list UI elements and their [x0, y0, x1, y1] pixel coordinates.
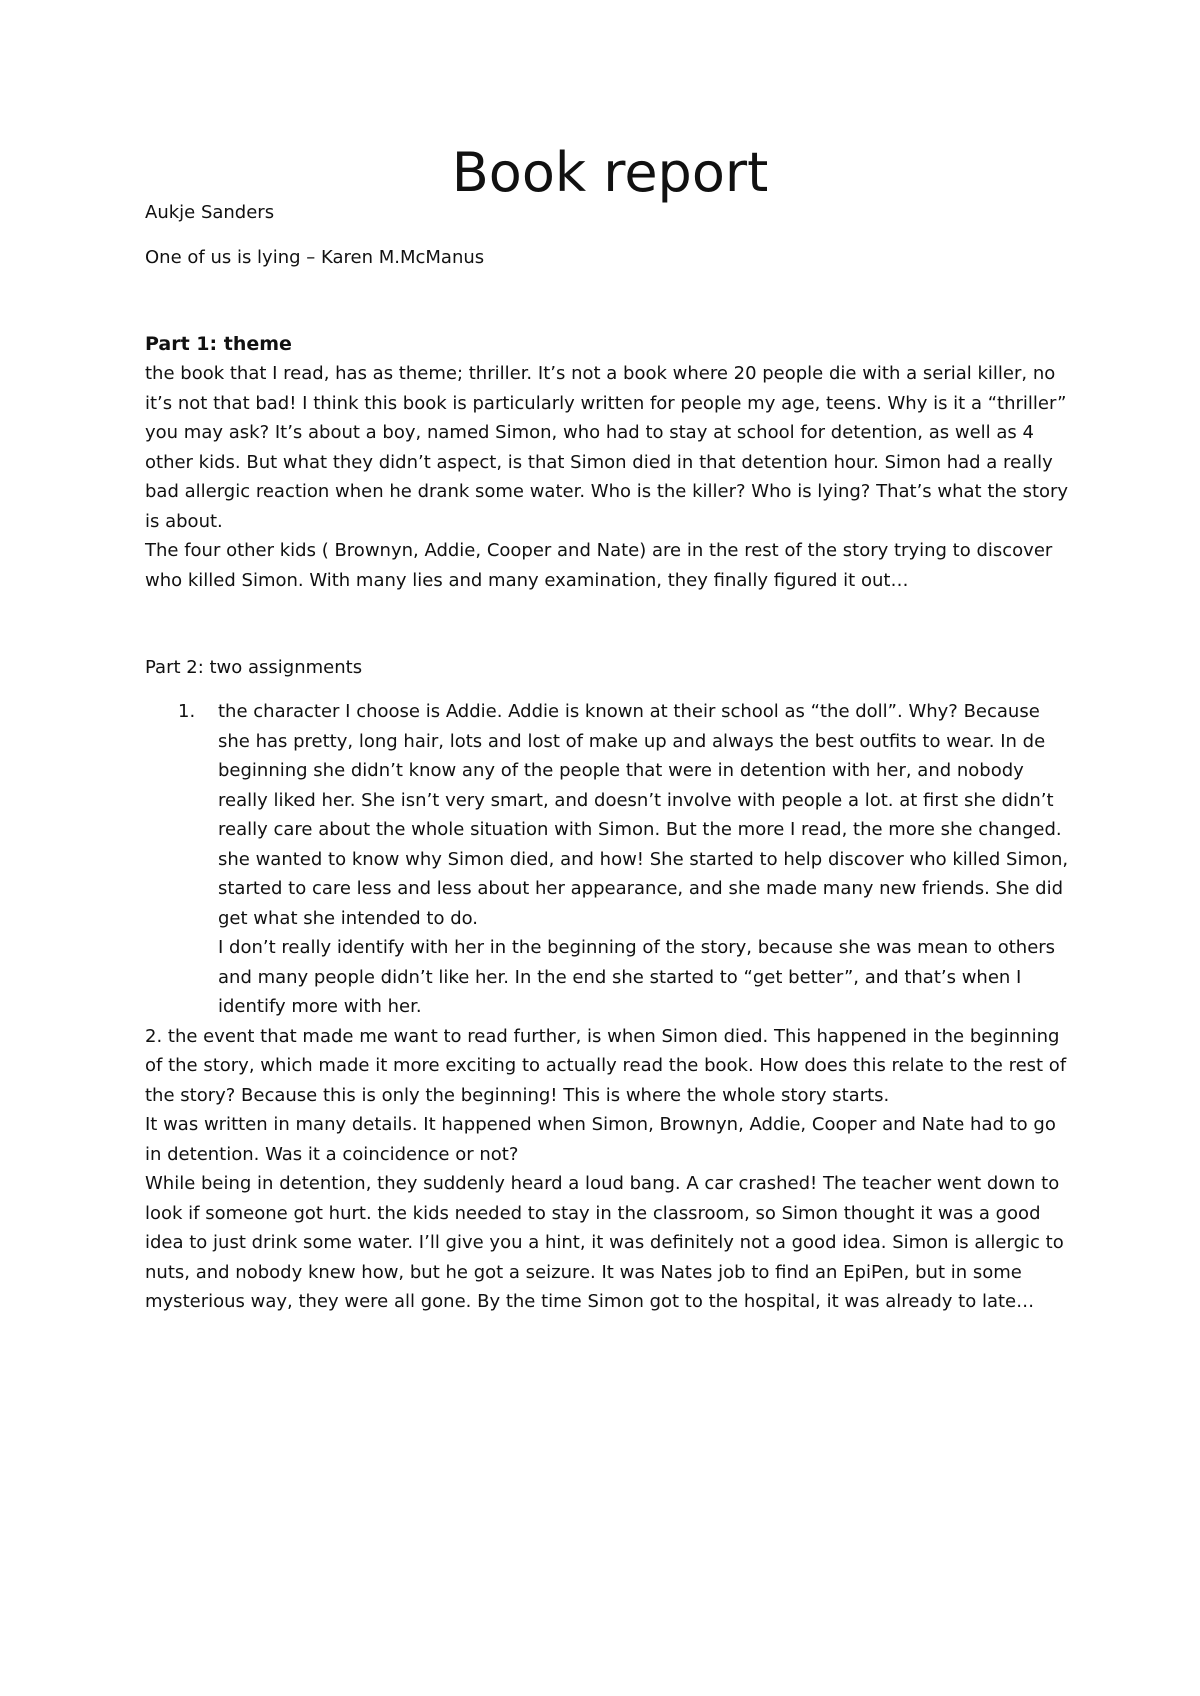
list-item — [145, 697, 1075, 1022]
book-title-author: One of us is lying – Karen M.McManus — [145, 247, 485, 268]
part1-heading: Part 1: theme — [145, 333, 292, 355]
document-title: Book report — [451, 141, 769, 204]
part1-paragraph: The four other kids ( Brownyn, Addie, Cooper and Nate) are in the rest of the story trying to discover who killed Simon. With many lies and many examination, they finally figured it out… — [145, 540, 1053, 591]
list-item-text — [218, 697, 1075, 1022]
part2-paragraph: 2. the event that made me want to read further, is when Simon died. This happened in the beginning of the story, which made it more exciting to actually read the book. How does this relate to the rest of the story? Because this is only the beginning! This is where the whole story starts. — [145, 1025, 1067, 1106]
part2-paragraph: It was written in many details. It happened when Simon, Brownyn, Addie, Cooper and Nate had to go in detention. Was it a coincidence or not? — [145, 1114, 1056, 1165]
part2-heading: Part 2: two assignments — [145, 657, 363, 678]
document-content — [145, 140, 1075, 1317]
part1-paragraph: the book that I read, has as theme; thriller. It’s not a book where 20 people die with a serial killer, no it’s not that bad! I think this book is particularly written for people my age, teens. Why is it a “thriller” you may ask? It’s about a boy, named Simon, who had to stay at school for detention, as well as 4 other kids. But what they didn’t aspect, is that Simon died in that detention hour. Simon had a really bad allergic reaction when he drank some water. Who is the killer? Who is lying? That’s what the story is about. — [145, 363, 1069, 532]
list-item-number: 1. — [178, 701, 196, 722]
list-item-paragraph: I don’t really identify with her in the beginning of the story, because she was mean to others and many people didn’t like her. In the end she started to “get better”, and that’s when I identify more with her. — [218, 937, 1056, 1017]
author-name: Aukje Sanders — [145, 202, 275, 223]
assignment-list — [145, 697, 1075, 1022]
part2-paragraph: While being in detention, they suddenly heard a loud bang. A car crashed! The teacher went down to look if someone got hurt. the kids needed to stay in the classroom, so Simon thought it was a good idea to just drink some water. I’ll give you a hint, it was definitely not a good idea. Simon is allergic to nuts, and nobody knew how, but he got a seizure. It was Nates job to find an EpiPen, but in some mysterious way, they were all gone. By the time Simon got to the hospital, it was already to late… — [145, 1173, 1064, 1312]
list-item-paragraph: the character I choose is Addie. Addie is known at their school as “the doll”. Why? Because she has pretty, long hair, lots and lost of make up and always the best outfits to wear. In de beginning she didn’t know any of the people that were in detention with her, and nobody really liked her. She isn’t very smart, and doesn’t involve with people a lot. at first she didn’t really care about the whole situation with Simon. But the more I read, the more she changed. she wanted to know why Simon died, and how! She started to help discover who killed Simon, started to care less and less about her appearance, and she made many new friends. She did get what she intended to do. — [218, 701, 1069, 929]
